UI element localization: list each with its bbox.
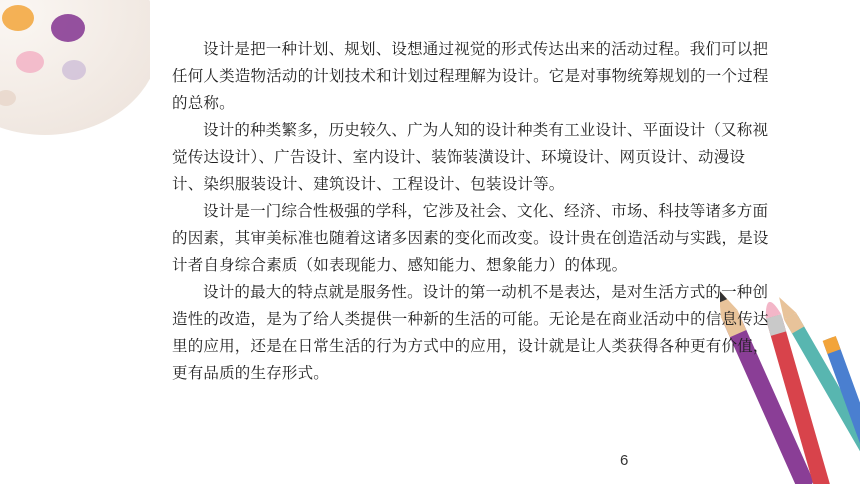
paint-palette-image	[0, 0, 150, 150]
body-text	[172, 36, 776, 387]
paragraph: 设计是一门综合性极强的学科，它涉及社会、文化、经济、市场、科技等诸多方面的因素，其审美标准也随着这诸多因素的变化而改变。设计贵在创造活动与实践，是设计者自身综合素质（如表现能力、感知能力、想象能力）的体现。	[172, 202, 769, 274]
paragraph: 设计的种类繁多，历史较久、广为人知的设计种类有工业设计、平面设计（又称视觉传达设计）、广告设计、室内设计、装饰装潢设计、环境设计、网页设计、动漫设计、染织服装设计、建筑设计、工程设计、包装设计等。	[172, 121, 769, 193]
page-number: 6	[620, 452, 629, 469]
paragraph: 设计的最大的特点就是服务性。设计的第一动机不是表达，是对生活方式的一种创造性的改造，是为了给人类提供一种新的生活的可能。无论是在商业活动中的信息传达里的应用，还是在日常生活的行为方式中的应用，设计就是让人类获得各种更有价值，更有品质的生存形式。	[172, 283, 769, 382]
paragraph: 设计是把一种计划、规划、设想通过视觉的形式传达出来的活动过程。我们可以把任何人类造物活动的计划技术和计划过程理解为设计。它是对事物统筹规划的一个过程的总称。	[172, 40, 769, 112]
